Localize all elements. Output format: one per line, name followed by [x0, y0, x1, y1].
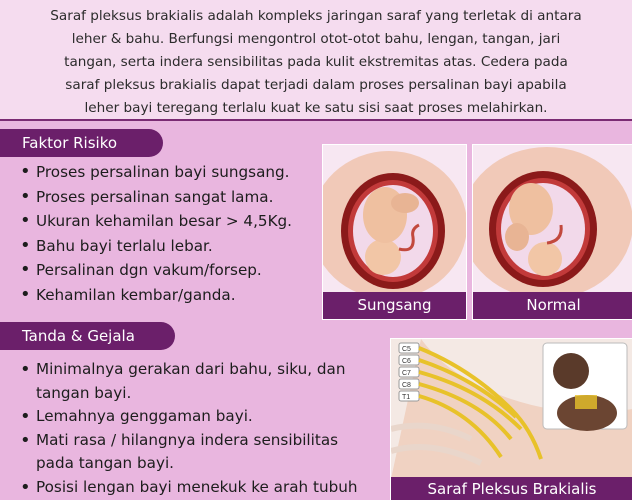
- vertebra-label: C6: [402, 358, 411, 365]
- intro-line: Saraf pleksus brakialis adalah kompleks jaringan saraf yang terletak di antara: [50, 8, 582, 24]
- list-item: • Mati rasa / hilangnya indera sensibilitas: [20, 429, 380, 453]
- vertebra-label: C5: [402, 346, 411, 353]
- breech-fetus-drawing: [323, 145, 466, 295]
- list-item-continuation: tangan bayi.: [36, 383, 132, 402]
- list-item: • Posisi lengan bayi menekuk ke arah tubuh: [20, 476, 380, 500]
- sungsang-caption: Sungsang: [323, 292, 466, 319]
- vertebra-label: C8: [402, 382, 411, 389]
- list-item: • Persalinan dgn vakum/forsep.: [20, 258, 320, 283]
- intro-paragraph: [0, 0, 632, 121]
- list-item: • Ukuran kehamilan besar > 4,5Kg.: [20, 209, 320, 234]
- tanda-gejala-heading: Tanda & Gejala: [0, 322, 175, 350]
- normal-illustration: [472, 144, 632, 320]
- tanda-gejala-list: [20, 358, 380, 499]
- vertebra-label: T1: [402, 394, 411, 401]
- sungsang-illustration: [322, 144, 467, 320]
- list-item-continuation: pada tangan bayi.: [36, 454, 174, 472]
- list-item: • Proses persalinan bayi sungsang.: [20, 160, 320, 185]
- intro-line: saraf pleksus brakialis dapat terjadi dalam proses persalinan bayi apabila: [65, 77, 567, 93]
- intro-line: tangan, serta indera sensibilitas pada kulit ekstremitas atas. Cedera pada: [64, 54, 568, 70]
- brachial-plexus-drawing: [391, 339, 632, 479]
- faktor-risiko-heading: Faktor Risiko: [0, 129, 163, 157]
- list-item: • Proses persalinan sangat lama.: [20, 185, 320, 210]
- saraf-caption: Saraf Pleksus Brakialis: [391, 477, 632, 500]
- intro-line: leher & bahu. Berfungsi mengontrol otot-otot bahu, lengan, tangan, jari: [71, 31, 561, 47]
- normal-fetus-drawing: [473, 145, 632, 295]
- faktor-risiko-list: [20, 160, 320, 308]
- normal-caption: Normal: [473, 292, 632, 319]
- list-item: • Kehamilan kembar/ganda.: [20, 283, 320, 308]
- intro-line: leher bayi teregang terlalu kuat ke satu sisi saat proses melahirkan.: [84, 100, 548, 116]
- saraf-pleksus-illustration: [390, 338, 632, 500]
- vertebra-label: C7: [402, 370, 411, 377]
- list-item: • Lemahnya genggaman bayi.: [20, 405, 380, 429]
- list-item: • Minimalnya gerakan dari bahu, siku, dan: [20, 358, 380, 382]
- list-item: • Bahu bayi terlalu lebar.: [20, 234, 320, 259]
